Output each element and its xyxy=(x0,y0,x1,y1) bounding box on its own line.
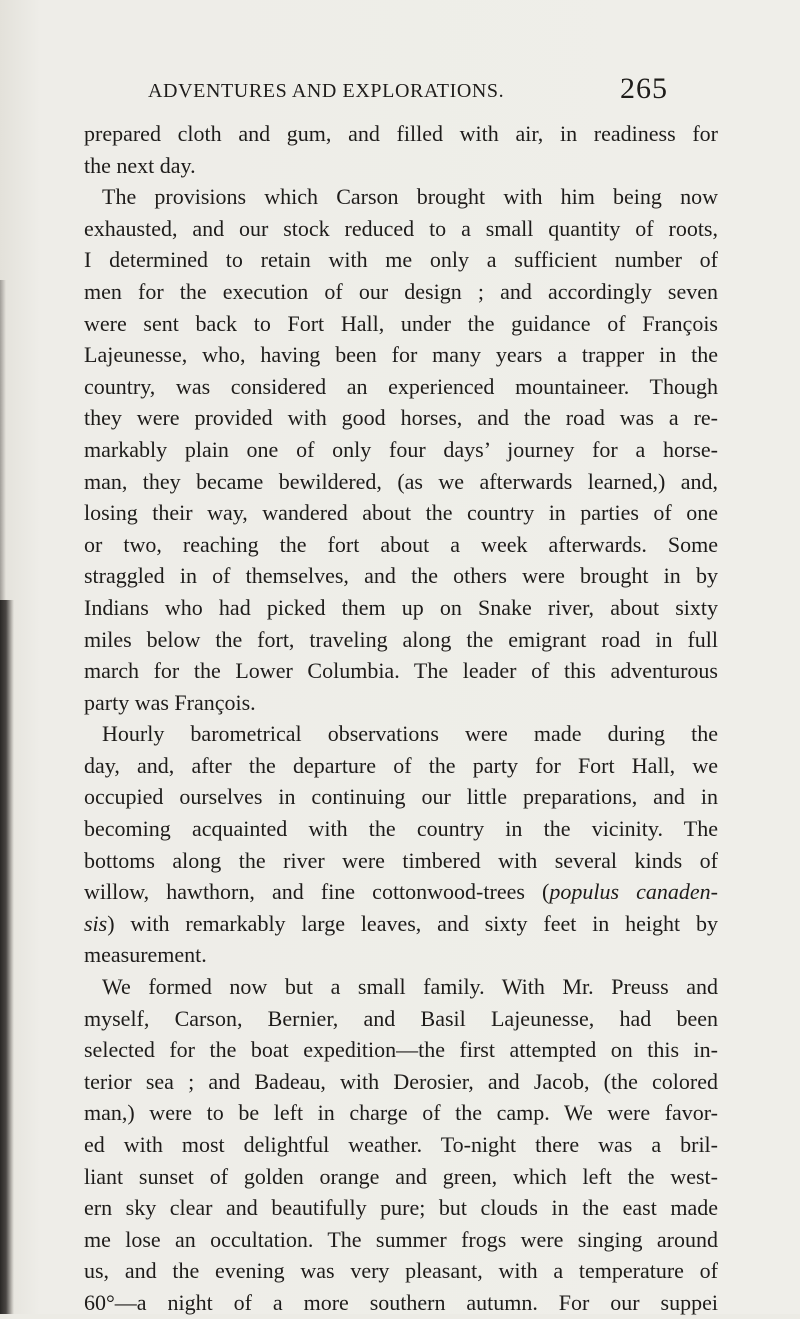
text-line xyxy=(84,308,718,340)
line-text: me lose an occultation. The summer frogs were singing around xyxy=(84,1226,718,1252)
text-line xyxy=(84,1129,718,1161)
text-line xyxy=(84,213,718,245)
text-line xyxy=(84,118,718,150)
line-text: becoming acquainted with the country in the vicinity. The xyxy=(84,816,718,842)
text-line xyxy=(84,592,718,624)
line-text: measurement. xyxy=(84,942,207,968)
text-line xyxy=(84,434,718,466)
text-line xyxy=(84,718,718,750)
line-text: occupied ourselves in continuing our little preparations, and in xyxy=(84,784,718,810)
text-line xyxy=(84,181,718,213)
text-line xyxy=(84,1097,718,1129)
text-line xyxy=(84,150,718,182)
text-line xyxy=(84,1255,718,1287)
line-text: willow, hawthorn, and fine cottonwood-trees ( xyxy=(84,879,550,905)
line-text: 60°—a night of a more southern autumn. For our suppei xyxy=(84,1289,718,1315)
text-line xyxy=(84,813,718,845)
text-line xyxy=(84,908,718,940)
line-text: myself, Carson, Bernier, and Basil Lajeunesse, had been xyxy=(84,1005,718,1031)
body-text xyxy=(84,118,718,1319)
line-text: day, and, after the departure of the party for Fort Hall, we xyxy=(84,752,718,778)
page-shadow xyxy=(0,280,6,600)
line-text: Indians who had picked them up on Snake river, about sixty xyxy=(84,594,718,620)
line-text: The provisions which Carson brought with him being now xyxy=(102,184,718,210)
text-line xyxy=(84,529,718,561)
line-text: country, was considered an experienced mountaineer. Though xyxy=(84,373,718,399)
line-text: ) with remarkably large leaves, and sixty feet in height by xyxy=(107,910,718,936)
page-header xyxy=(148,72,668,112)
line-text: men for the execution of our design ; and accordingly seven xyxy=(84,278,718,304)
line-text: Hourly barometrical observations were made during the xyxy=(102,721,718,747)
line-text: ed with most delightful weather. To-night there was a bril- xyxy=(84,1132,718,1157)
line-text: or two, reaching the fort about a week afterwards. Some xyxy=(84,531,718,557)
line-text: the next day. xyxy=(84,152,196,178)
line-text: straggled in of themselves, and the others were brought in by xyxy=(84,563,718,589)
text-line xyxy=(84,1034,718,1066)
text-line xyxy=(84,402,718,434)
line-text: terior sea ; and Badeau, with Derosier, and Jacob, (the colored xyxy=(84,1068,718,1094)
line-text: ern sky clear and beautifully pure; but clouds in the east made xyxy=(84,1195,718,1221)
italic-text: sis xyxy=(84,910,108,936)
italic-text: populus canaden- xyxy=(549,879,718,905)
line-text: party was François. xyxy=(84,689,256,715)
line-text: man,) were to be left in charge of the camp. We were favor- xyxy=(84,1100,718,1126)
line-text: Lajeunesse, who, having been for many years a trapper in the xyxy=(84,342,718,368)
text-line xyxy=(84,466,718,498)
text-line xyxy=(84,624,718,656)
line-text: selected for the boat expedition—the first attempted on this in- xyxy=(84,1037,718,1063)
book-spine-edge xyxy=(0,600,14,1314)
line-text: march for the Lower Columbia. The leader of this adventurous xyxy=(84,658,718,684)
text-line xyxy=(84,1066,718,1098)
line-text: us, and the evening was very pleasant, with a temperature of xyxy=(84,1258,718,1284)
line-text: I determined to retain with me only a sufficient number of xyxy=(84,247,718,273)
text-line xyxy=(84,1161,718,1193)
text-line xyxy=(84,939,718,971)
text-line xyxy=(84,876,718,908)
text-line xyxy=(84,655,718,687)
line-text: were sent back to Fort Hall, under the guidance of François xyxy=(84,310,718,336)
text-line xyxy=(84,244,718,276)
text-line xyxy=(84,687,718,719)
line-text: exhausted, and our stock reduced to a small quantity of roots, xyxy=(84,215,718,241)
line-text: bottoms along the river were timbered with several kinds of xyxy=(84,847,718,873)
text-line xyxy=(84,371,718,403)
running-head: ADVENTURES AND EXPLORATIONS. xyxy=(148,80,505,102)
line-text: markably plain one of only four days’ journey for a horse- xyxy=(84,436,718,462)
line-text: miles below the fort, traveling along the emigrant road in full xyxy=(84,626,718,652)
text-line xyxy=(84,276,718,308)
text-line xyxy=(84,971,718,1003)
line-text: losing their way, wandered about the country in parties of one xyxy=(84,500,718,526)
text-line xyxy=(84,1003,718,1035)
line-text: man, they became bewildered, (as we afterwards learned,) and, xyxy=(84,468,718,494)
line-text: prepared cloth and gum, and filled with air, in readiness for xyxy=(84,121,718,146)
text-line xyxy=(84,781,718,813)
text-line xyxy=(84,750,718,782)
text-line xyxy=(84,845,718,877)
line-text: We formed now but a small family. With Mr. Preuss and xyxy=(102,974,718,1000)
text-line xyxy=(84,339,718,371)
line-text: liant sunset of golden orange and green, which left the west- xyxy=(84,1163,718,1189)
line-text: they were provided with good horses, and the road was a re- xyxy=(84,405,718,431)
text-line xyxy=(84,1192,718,1224)
text-line xyxy=(84,497,718,529)
page-number: 265 xyxy=(620,72,668,105)
text-line xyxy=(84,560,718,592)
text-line xyxy=(84,1224,718,1256)
